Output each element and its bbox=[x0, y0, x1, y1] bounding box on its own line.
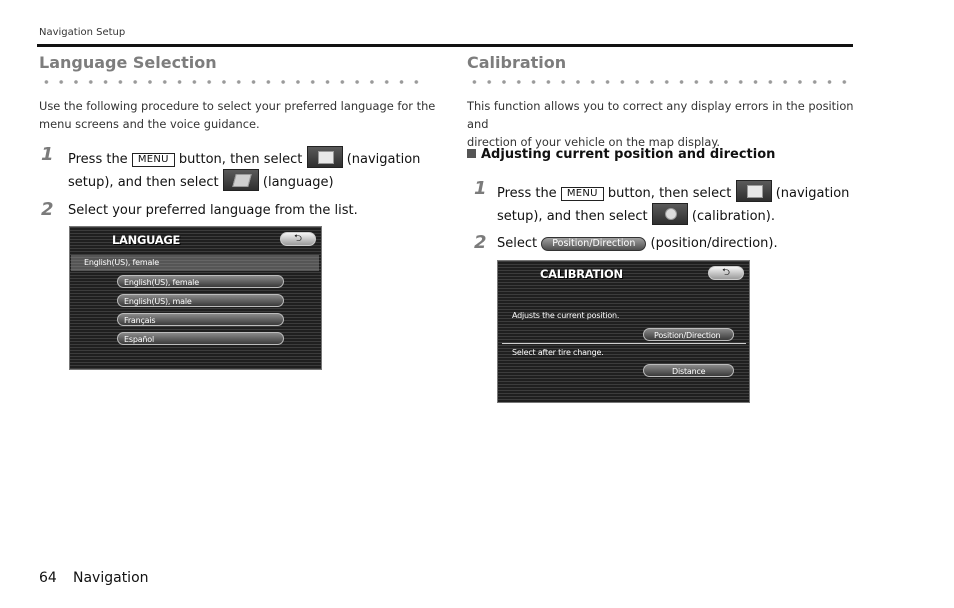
step-text: Press the bbox=[68, 152, 128, 167]
step-number: 2 bbox=[41, 199, 54, 220]
step-line bbox=[497, 180, 867, 203]
subheading-text: Adjusting current position and direction bbox=[481, 147, 776, 162]
current-language-label: English(US), female bbox=[84, 258, 159, 267]
language-option[interactable]: English(US), female bbox=[117, 275, 284, 288]
step-text: setup), and then select bbox=[497, 209, 648, 224]
navigation-setup-icon bbox=[736, 180, 772, 202]
intro-line: menu screens and the voice guidance. bbox=[39, 117, 260, 131]
step-line bbox=[68, 169, 438, 192]
step-line bbox=[497, 203, 867, 226]
tire-change-label: Select after tire change. bbox=[512, 348, 604, 357]
language-step-1 bbox=[68, 146, 438, 192]
adjusting-subheading bbox=[467, 147, 775, 162]
calibration-step-2 bbox=[497, 234, 778, 253]
current-language-row bbox=[71, 255, 319, 271]
position-direction-key-icon: Position/Direction bbox=[541, 237, 646, 251]
footer-section: Navigation bbox=[73, 570, 149, 586]
step-text: button, then select bbox=[607, 186, 732, 201]
section-divider-dots bbox=[467, 79, 851, 85]
page-number: 64 bbox=[39, 570, 57, 586]
adjust-label: Adjusts the current position. bbox=[512, 311, 620, 320]
screen-title: CALIBRATION bbox=[540, 267, 623, 281]
step-text: (navigation bbox=[775, 186, 850, 201]
language-step-2: Select your preferred language from the list. bbox=[68, 203, 358, 218]
step-number: 1 bbox=[41, 144, 54, 165]
back-button[interactable]: ⮌ bbox=[708, 266, 744, 280]
step-text: (calibration). bbox=[691, 209, 775, 224]
running-header: Navigation Setup bbox=[39, 27, 126, 38]
menu-key-icon: MENU bbox=[561, 187, 604, 201]
language-icon bbox=[223, 169, 259, 191]
screen-divider bbox=[502, 343, 746, 344]
calibration-icon bbox=[652, 203, 688, 225]
language-option[interactable]: Français bbox=[117, 313, 284, 326]
step-text: button, then select bbox=[178, 152, 303, 167]
step-text: (position/direction). bbox=[650, 236, 778, 251]
intro-line: This function allows you to correct any display errors in the position and bbox=[467, 99, 854, 131]
intro-line: direction of your vehicle on the map display. bbox=[467, 135, 721, 149]
menu-key-icon: MENU bbox=[132, 153, 175, 167]
language-selection-title: Language Selection bbox=[39, 53, 217, 72]
calibration-title: Calibration bbox=[467, 53, 567, 72]
step-number: 2 bbox=[474, 232, 487, 253]
navigation-setup-icon bbox=[307, 146, 343, 168]
step-line bbox=[68, 146, 438, 169]
screen-title: LANGUAGE bbox=[112, 233, 181, 247]
language-intro bbox=[39, 97, 439, 133]
step-text: Press the bbox=[497, 186, 557, 201]
distance-button[interactable]: Distance bbox=[643, 364, 734, 377]
step-text: setup), and then select bbox=[68, 175, 219, 190]
language-option[interactable]: Español bbox=[117, 332, 284, 345]
step-text: (navigation bbox=[346, 152, 421, 167]
position-direction-button[interactable]: Position/Direction bbox=[643, 328, 734, 341]
back-button[interactable]: ⮌ bbox=[280, 232, 316, 246]
section-divider-dots bbox=[39, 79, 419, 85]
language-option[interactable]: English(US), male bbox=[117, 294, 284, 307]
step-text: (language) bbox=[262, 175, 334, 190]
step-number: 1 bbox=[474, 178, 487, 199]
step-text: Select bbox=[497, 236, 538, 251]
calibration-step-1 bbox=[497, 180, 867, 226]
calibration-screen bbox=[497, 260, 750, 403]
language-screen bbox=[69, 226, 322, 370]
header-rule bbox=[37, 44, 853, 47]
calibration-intro bbox=[467, 97, 867, 151]
square-bullet-icon bbox=[467, 149, 476, 158]
intro-line: Use the following procedure to select your preferred language for the bbox=[39, 99, 436, 113]
